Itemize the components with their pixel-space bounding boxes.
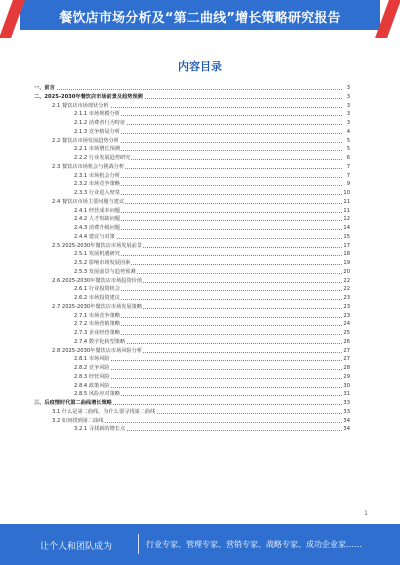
toc-entry-label: 2.3.3 行业进入壁垒 [74, 190, 120, 196]
toc-entry-page: 7 [346, 163, 350, 170]
footer-divider [138, 534, 139, 554]
toc-entry-page: 3 [346, 120, 350, 126]
toc-entry[interactable] [34, 399, 350, 408]
toc-entry[interactable] [34, 390, 350, 399]
toc-entry-page: 23 [343, 312, 350, 319]
toc-entry[interactable] [34, 145, 350, 154]
toc-entry-page: 34 [343, 426, 350, 433]
toc-entry[interactable] [34, 207, 350, 216]
toc-entry[interactable] [34, 312, 350, 321]
toc-leader-dots [74, 387, 342, 388]
toc-entry[interactable] [34, 163, 350, 172]
toc-entry-page: 25 [343, 330, 350, 336]
toc-entry-page: 33 [343, 400, 350, 406]
toc-entry-label: 3.2.1 寻找新的增长点 [74, 426, 126, 433]
toc-entry-page: 22 [343, 286, 350, 293]
toc-entry-page: 20 [343, 268, 350, 275]
toc-entry[interactable] [34, 277, 350, 286]
toc-entry-page: 27 [343, 356, 350, 363]
toc-entry[interactable] [34, 259, 350, 268]
toc-entry-page: 30 [343, 382, 350, 389]
toc-title: 内容目录 [178, 60, 222, 73]
toc-entry[interactable] [34, 93, 350, 102]
toc-entry[interactable] [34, 338, 350, 347]
footer-slogan: 让个人和团队成为 [40, 542, 113, 552]
toc-entry-label: 2.3.1 市场机会分析 [74, 172, 120, 179]
toc-entry-label: 2.8.4 政策风险 [74, 382, 110, 389]
toc-entry[interactable] [34, 303, 350, 312]
toc-entry[interactable] [34, 110, 350, 119]
toc-entry[interactable] [34, 119, 350, 128]
toc-entry-label: 2.5.2 影响市场发展因素 [74, 260, 131, 266]
toc-entry[interactable] [34, 294, 350, 303]
toc-entry[interactable] [34, 172, 350, 181]
toc-entry[interactable] [34, 137, 350, 146]
toc-entry-page: 22 [343, 277, 350, 284]
toc-entry-label: 2.1.1 市场规模分析 [74, 111, 120, 118]
toc-entry[interactable] [34, 250, 350, 259]
toc-entry-page: 18 [343, 251, 350, 258]
toc-entry[interactable] [34, 242, 350, 251]
toc-entry-label: 2.4.2 人才短缺问题 [74, 216, 120, 223]
toc-entry-label: 2.7.1 市场竞争策略 [74, 312, 120, 319]
toc-entry[interactable] [34, 189, 350, 198]
toc-entry-page: 29 [343, 373, 350, 380]
toc-entry-page: 7 [346, 172, 350, 179]
toc-entry-page: 11 [343, 207, 350, 214]
toc-entry-label: 2.8.1 市场风险 [74, 356, 110, 363]
toc-entry-label: 2.8.3 经营风险 [74, 373, 110, 380]
toc-entry-page: 11 [343, 198, 350, 205]
report-title: 餐饮店市场分析及“第二曲线”增长策略研究报告 [59, 11, 341, 26]
toc-entry-label: 一、前言 [34, 85, 55, 91]
toc-entry-page: 4 [346, 128, 350, 135]
toc-entry-page: 17 [343, 242, 350, 249]
toc-entry-label: 2.5.1 发展机遇研究 [74, 251, 120, 258]
report-header [0, 0, 400, 38]
toc-entry-label: 2.4.4 建议与对策 [74, 233, 115, 240]
toc-entry-label: 2.5.3 发展前景与趋势预测 [74, 268, 136, 275]
toc-entry[interactable] [34, 364, 350, 373]
toc-entry-label: 2.1.3 竞争格局分析 [74, 128, 120, 135]
toc-entry-page: 3 [346, 85, 350, 91]
toc-entry-label: 2.3.2 市场竞争策略 [74, 181, 120, 188]
toc-entry[interactable] [34, 285, 350, 294]
toc-entry[interactable] [34, 224, 350, 233]
toc-entry-page: 5 [346, 137, 350, 144]
toc-entry[interactable] [34, 233, 350, 242]
toc-entry-label: 3.1 什么是第二曲线，为什么要寻找第二曲线 [52, 408, 156, 415]
toc-entry-page: 23 [343, 295, 350, 301]
page-number: 1 [364, 510, 368, 517]
toc-entry-label: 2.4.3 消费升级问题 [74, 225, 120, 231]
toc-entry[interactable] [34, 408, 350, 417]
toc-entry-page: 24 [343, 321, 350, 328]
report-footer [0, 524, 400, 565]
toc-entry-page: 34 [343, 417, 350, 424]
toc-entry[interactable] [34, 425, 350, 434]
toc-entry-page: 19 [343, 260, 350, 266]
toc-entry-label: 2.8 2025-2030年餐饮店市场风险分析 [52, 347, 143, 354]
toc-entry[interactable] [34, 215, 350, 224]
toc-entry[interactable] [34, 128, 350, 137]
toc-entry[interactable] [34, 373, 350, 382]
toc-entry-label: 2.2.2 行业发展趋势研究 [74, 155, 131, 161]
toc-entry-page: 14 [343, 225, 350, 231]
toc-entry-page: 10 [343, 190, 350, 196]
toc-entry[interactable] [34, 268, 350, 277]
toc-entry[interactable] [34, 84, 350, 93]
toc-entry-label: 2.6.1 行业投资机会 [74, 286, 120, 293]
table-of-contents [34, 84, 350, 434]
toc-entry-label: 2.1 餐饮店市场现状分析 [52, 102, 109, 109]
toc-entry-label: 2.5 2025-2030年餐饮店市场发展前景 [52, 242, 143, 249]
toc-entry-page: 23 [343, 303, 350, 310]
toc-entry-label: 2.2.1 市场增长预测 [74, 146, 120, 153]
toc-leader-dots [74, 369, 342, 370]
toc-entry[interactable] [34, 180, 350, 189]
toc-entry[interactable] [34, 329, 350, 338]
toc-entry-label: 2.8.5 风险应对策略 [74, 391, 120, 398]
toc-entry-page: 6 [346, 155, 350, 161]
toc-entry-label: 2.7 2025-2030年餐饮店市场发展策略 [52, 303, 143, 310]
toc-entry-label: 2.3 餐饮店市场机会与挑战分析 [52, 163, 125, 170]
toc-entry-page: 15 [343, 233, 350, 240]
toc-entry-label: 2.4 餐饮店市场主要问题与建议 [52, 198, 125, 205]
toc-entry-label: 2.2 餐饮店市场发展趋势分析 [52, 137, 119, 144]
toc-entry-label: 3.2 如何找到第二曲线 [52, 417, 104, 424]
toc-entry-label: 2.4.1 经营成本问题 [74, 207, 120, 214]
toc-entry-page: 12 [343, 216, 350, 223]
toc-entry-page: 31 [343, 391, 350, 398]
toc-entry-label: 二、2025-2030年餐饮店市场前景及趋势预测 [34, 93, 143, 100]
toc-entry-label: 2.6.2 市场投资建议 [74, 295, 120, 301]
toc-entry-label: 2.1.2 消费者行为特征 [74, 120, 126, 126]
toc-entry[interactable] [34, 320, 350, 329]
toc-entry-page: 5 [346, 146, 350, 153]
toc-entry-page: 9 [346, 181, 350, 188]
toc-entry[interactable] [34, 417, 350, 426]
toc-entry-page: 3 [346, 102, 350, 109]
toc-entry[interactable] [34, 347, 350, 356]
toc-entry[interactable] [34, 198, 350, 207]
toc-entry-page: 27 [343, 347, 350, 354]
toc-entry[interactable] [34, 382, 350, 391]
toc-leader-dots [34, 89, 342, 90]
toc-entry-page: 33 [343, 408, 350, 415]
toc-leader-dots [74, 360, 342, 361]
footer-roles: 行业专家、管理专家、营销专家、战略专家、成功企业家…… [146, 540, 362, 549]
toc-entry-label: 2.7.4 数字化转型策略 [74, 338, 126, 345]
toc-entry-page: 28 [343, 365, 350, 371]
toc-leader-dots [74, 378, 342, 379]
toc-entry[interactable] [34, 102, 350, 111]
toc-entry-label: 2.7.2 市场营销策略 [74, 321, 120, 328]
toc-entry-page: 3 [346, 93, 350, 100]
toc-entry-page: 26 [343, 338, 350, 345]
toc-entry-label: 三、后疫情时代第二曲线增长策略 [34, 400, 112, 406]
toc-entry-page: 3 [346, 111, 350, 118]
toc-entry[interactable] [34, 355, 350, 364]
toc-entry-label: 2.8.2 竞争风险 [74, 365, 110, 371]
toc-entry-label: 2.6 2025-2030年餐饮店市场投资价值 [52, 277, 143, 284]
toc-entry[interactable] [34, 154, 350, 163]
toc-entry-label: 2.7.3 企业经营策略 [74, 330, 120, 336]
